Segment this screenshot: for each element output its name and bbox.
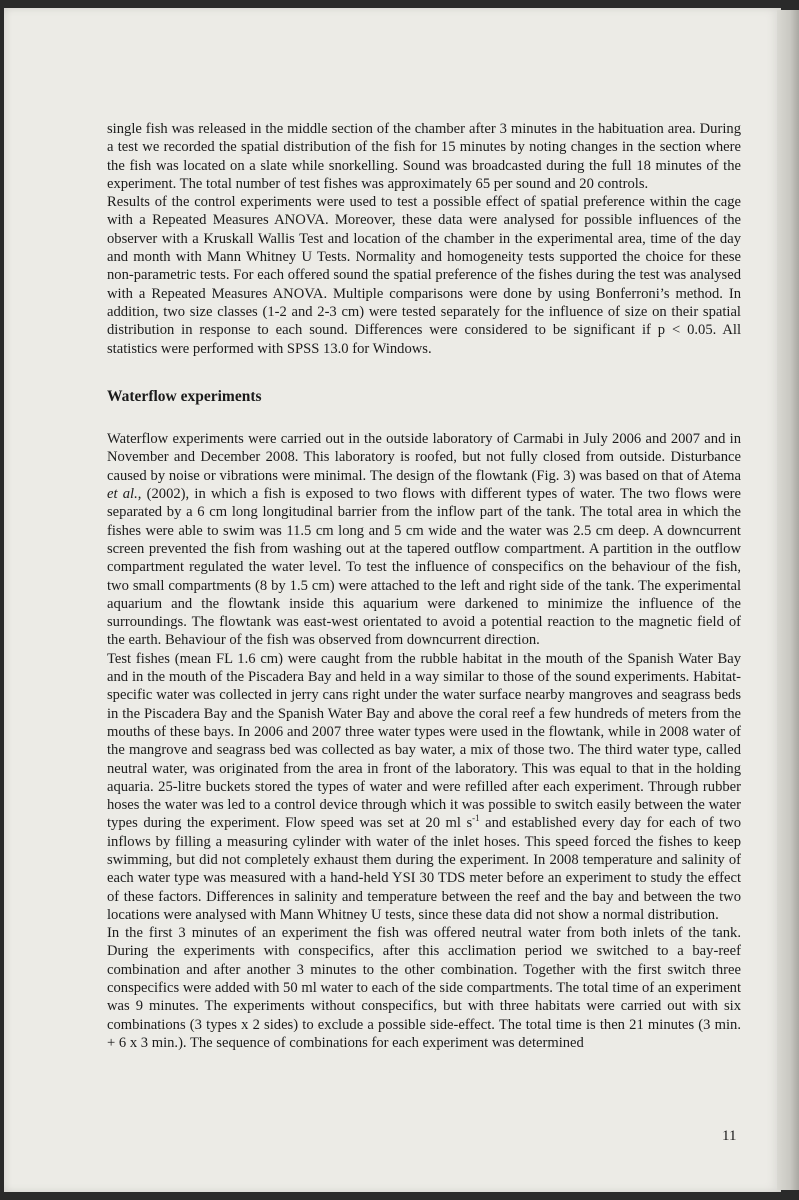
page-number: 11 (722, 1128, 737, 1144)
document-page (4, 8, 781, 1192)
body-text (107, 120, 741, 1052)
paragraph-test-fishes (107, 650, 741, 924)
paragraph-statistics: Results of the control experiments were used to test a possible effect of spatial preference within the cage with a Repeated Measures ANOVA. Moreover, these data were analysed for possible influences of the observer with a Kruskall Wallis Test and location of the chamber in the experimental area, time of the day and month with Mann Whitney U Tests. Normality and homogeneity tests supported the choice for these non-parametric tests. For each offered sound the spatial preference of the fishes during the test was analysed with a Repeated Measures ANOVA. Multiple comparisons were done by using Bonferroni’s method. In addition, two size classes (1-2 and 2-3 cm) were tested separately for the influence of size on their spatial distribution in response to each sound. Differences were considered to be significant if p < 0.05. All statistics were performed with SPSS 13.0 for Windows. (107, 194, 741, 357)
page-edge-bleed (777, 10, 799, 1190)
text-run: Waterflow experiments were carried out in the outside laboratory of Carmabi in July 2006 and 2007 and in November and December 2008. This laboratory is roofed, but not fully closed from outside. Disturbance caused by noise or vibrations were minimal. The design of the flowtank (Fig. 3) was based on that of Atema (107, 431, 741, 484)
paragraph-methods-continued: single fish was released in the middle section of the chamber after 3 minutes in the habituation area. During a test we recorded the spatial distribution of the fish for 15 minutes by noting changes in the section where the fish was located on a slate while snorkelling. Sound was broadcasted during the full 18 minutes of the experiment. The total number of test fishes was approximately 65 per sound and 20 controls. (107, 121, 741, 192)
section-heading: Waterflow experiments (107, 387, 262, 405)
superscript: -1 (472, 813, 480, 824)
italic-citation: et al. (107, 486, 138, 503)
text-run: and established every day for each of two inflows by filling a measuring cylinder with water of the inlet hoses. This speed forced the fishes to keep swimming, but did not completely exhaust them during the experiment. In 2008 temperature and salinity of each water type was measured with a hand-held YSI 30 TDS meter before an experiment to study the effect of these factors. Differences in salinity and temperature between the reef and the bay and between the two locations were analysed with Mann Whitney U tests, since these data did not show a normal distribution. (107, 815, 741, 923)
paragraph-procedure: In the first 3 minutes of an experiment the fish was offered neutral water from both inlets of the tank. During the experiments with conspecifics, after this acclimation period we switched to a bay-reef combination and after another 3 minutes to the other combination. Together with the first switch three conspecifics were added with 50 ml water to each of the side compartments. The total time of an experiment was 9 minutes. The experiments without conspecifics, but with three habitats were carried out with six combinations (3 types x 2 sides) to exclude a possible side-effect. The total time is then 21 minutes (3 min. + 6 x 3 min.). The sequence of combinations for each experiment was determined (107, 925, 741, 1051)
text-run: Test fishes (mean FL 1.6 cm) were caught from the rubble habitat in the mouth of the Spanish Water Bay and in the mouth of the Piscadera Bay and held in a way similar to those of the sound experiments. Habitat-specific water was collected in jerry cans right under the water surface nearby mangroves and seagrass beds in the Piscadera Bay and the Spanish Water Bay and above the coral reef a few hundreds of meters from the mouths of these bays. In 2006 and 2007 three water types were used in the flowtank, while in 2008 water of the mangrove and seagrass bed was collected as bay water, a mix of those two. The third water type, called neutral water, was originated from the area in front of the laboratory. This was equal to that in the holding aquaria. 25-litre buckets stored the types of water and were refilled after each experiment. Through rubber hoses the water was led to a control device through which it was possible to switch easily between the water types during the experiment. Flow speed was set at 20 ml s (107, 650, 741, 832)
paragraph-waterflow-design (107, 430, 741, 650)
text-run: , (2002), in which a fish is exposed to two flows with different types of water. The two flows were separated by a 6 cm long longitudinal barrier from the inflow part of the tank. The total area in which the fishes were able to swim was 11.5 cm long and 5 cm wide and the water was 2.5 cm deep. A downcurrent screen prevented the fish from washing out at the tapered outflow compartment. A partition in the outflow compartment regulated the water level. To test the influence of conspecifics on the behaviour of the fish, two small compartments (8 by 1.5 cm) were attached to the left and right side of the tank. The experimental aquarium and the flowtank inside this aquarium were darkened to minimize the influence of the surroundings. The flowtank was east-west orientated to avoid a potential reaction to the magnetic field of the earth. Behaviour of the fish was observed from downcurrent direction. (107, 486, 741, 649)
